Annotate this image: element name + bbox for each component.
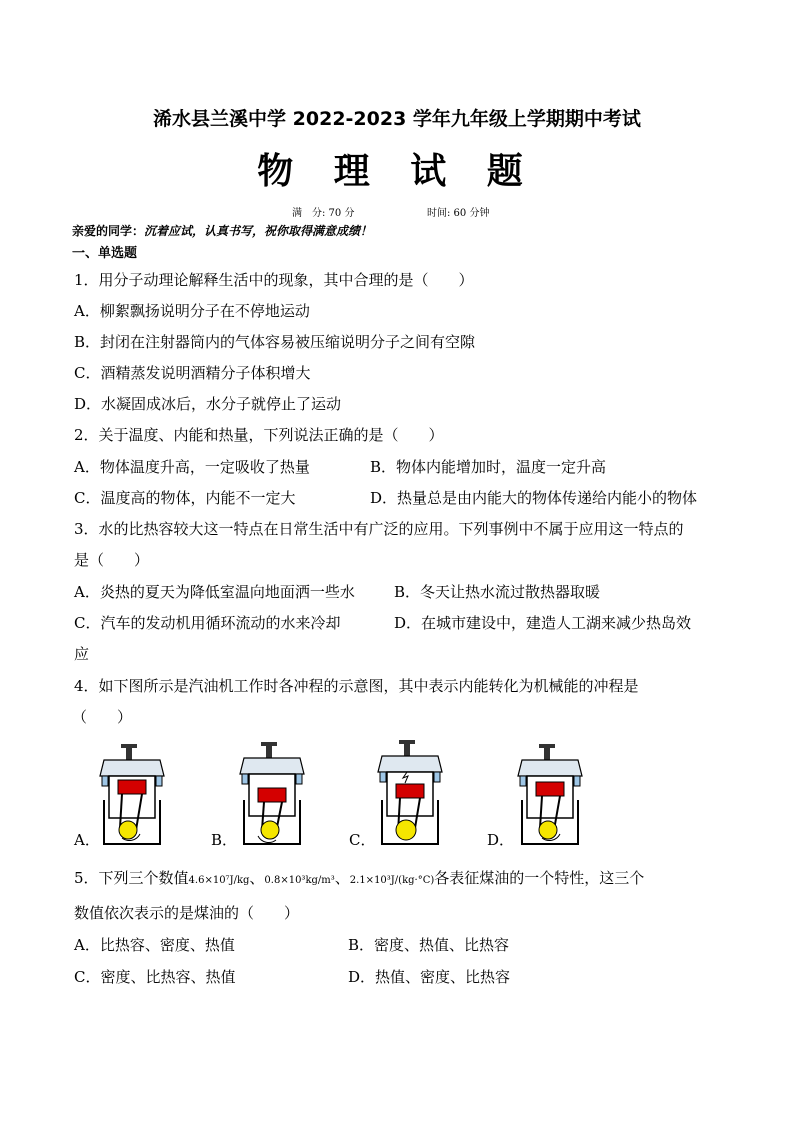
question-3-stem-line2: 是（ ） — [74, 551, 150, 569]
question-4-option-b-label[interactable]: B． — [211, 831, 238, 849]
question-2-option-c[interactable]: C．温度高的物体，内能不一定大 — [74, 489, 296, 507]
question-5-option-b[interactable]: B．密度、热值、比热容 — [348, 936, 510, 954]
engine-diagram-b — [236, 740, 308, 848]
engine-diagram-a — [96, 742, 168, 848]
question-1-option-c[interactable]: C．酒精蒸发说明酒精分子体积增大 — [74, 364, 311, 382]
question-4-option-c-label[interactable]: C． — [349, 831, 376, 849]
question-5-stem — [74, 867, 644, 888]
question-2-stem: 2．关于温度、内能和热量，下列说法正确的是（ ） — [74, 426, 444, 444]
engine-diagram-c — [374, 738, 446, 848]
question-3-option-d-wrap: 应 — [74, 645, 90, 663]
question-3-option-c[interactable]: C．汽车的发动机用循环流动的水来冷却 — [74, 614, 341, 632]
exam-time: 时间: 60 分钟 — [427, 208, 490, 219]
question-4-stem: 4．如下图所示是汽油机工作时各冲程的示意图，其中表示内能转化为机械能的冲程是 — [74, 677, 639, 695]
engine-diagram-d — [514, 742, 586, 848]
question-2-option-d[interactable]: D．热量总是由内能大的物体传递给内能小的物体 — [370, 489, 698, 507]
exam-school-title: 浠水县兰溪中学 2022-2023 学年九年级上学期期中考试 — [153, 108, 641, 130]
question-3-option-a[interactable]: A．炎热的夏天为降低室温向地面洒一些水 — [74, 583, 355, 601]
question-5-sep-1: 、 — [249, 869, 265, 887]
question-1-stem: 1．用分子动理论解释生活中的现象，其中合理的是（ ） — [74, 271, 474, 289]
greeting — [72, 222, 372, 239]
greeting-motto: 沉着应试，认真书写，祝你取得满意成绩！ — [144, 224, 373, 238]
question-1-option-a[interactable]: A．柳絮飘扬说明分子在不停地运动 — [74, 302, 310, 320]
question-4-stem-line2: （ ） — [72, 708, 133, 726]
greeting-label: 亲爱的同学： — [72, 224, 145, 238]
question-5-stem-line2: 数值依次表示的是煤油的（ ） — [74, 904, 300, 922]
question-4-option-d-label[interactable]: D． — [487, 831, 515, 849]
question-4-option-a-label[interactable]: A． — [74, 831, 100, 849]
question-5-sep-2: 、 — [334, 869, 350, 887]
question-1-option-b[interactable]: B．封闭在注射器筒内的气体容易被压缩说明分子之间有空隙 — [74, 333, 476, 351]
question-3-option-d[interactable]: D．在城市建设中，建造人工湖来减少热岛效 — [394, 614, 692, 632]
question-3-stem-line1: 3．水的比热容较大这一特点在日常生活中有广泛的应用。下列事例中不属于应用这一特点的 — [74, 520, 684, 538]
question-5-stem-pre: 5．下列三个数值 — [74, 869, 189, 887]
full-score: 满 分: 70 分 — [292, 208, 355, 219]
question-2-option-b[interactable]: B．物体内能增加时，温度一定升高 — [370, 458, 607, 476]
question-5-option-d[interactable]: D．热值、密度、比热容 — [348, 968, 511, 986]
question-5-value-capacity: 2.1×10³J/(kg·°C) — [349, 875, 435, 886]
question-2-option-a[interactable]: A．物体温度升高，一定吸收了热量 — [74, 458, 310, 476]
question-5-value-heat: 4.6×10⁷J/kg — [188, 875, 250, 886]
question-5-option-c[interactable]: C．密度、比热容、热值 — [74, 968, 236, 986]
question-1-option-d[interactable]: D．水凝固成冰后，水分子就停止了运动 — [74, 395, 342, 413]
question-5-option-a[interactable]: A．比热容、密度、热值 — [74, 936, 235, 954]
section-title: 一、单选题 — [72, 246, 138, 261]
exam-subject-title: 物 理 试 题 — [257, 151, 537, 192]
question-5-stem-post: 各表征煤油的一个特性，这三个 — [434, 869, 645, 887]
question-5-value-density: 0.8×10³kg/m³ — [264, 875, 335, 886]
question-3-option-b[interactable]: B．冬天让热水流过散热器取暖 — [394, 583, 601, 601]
